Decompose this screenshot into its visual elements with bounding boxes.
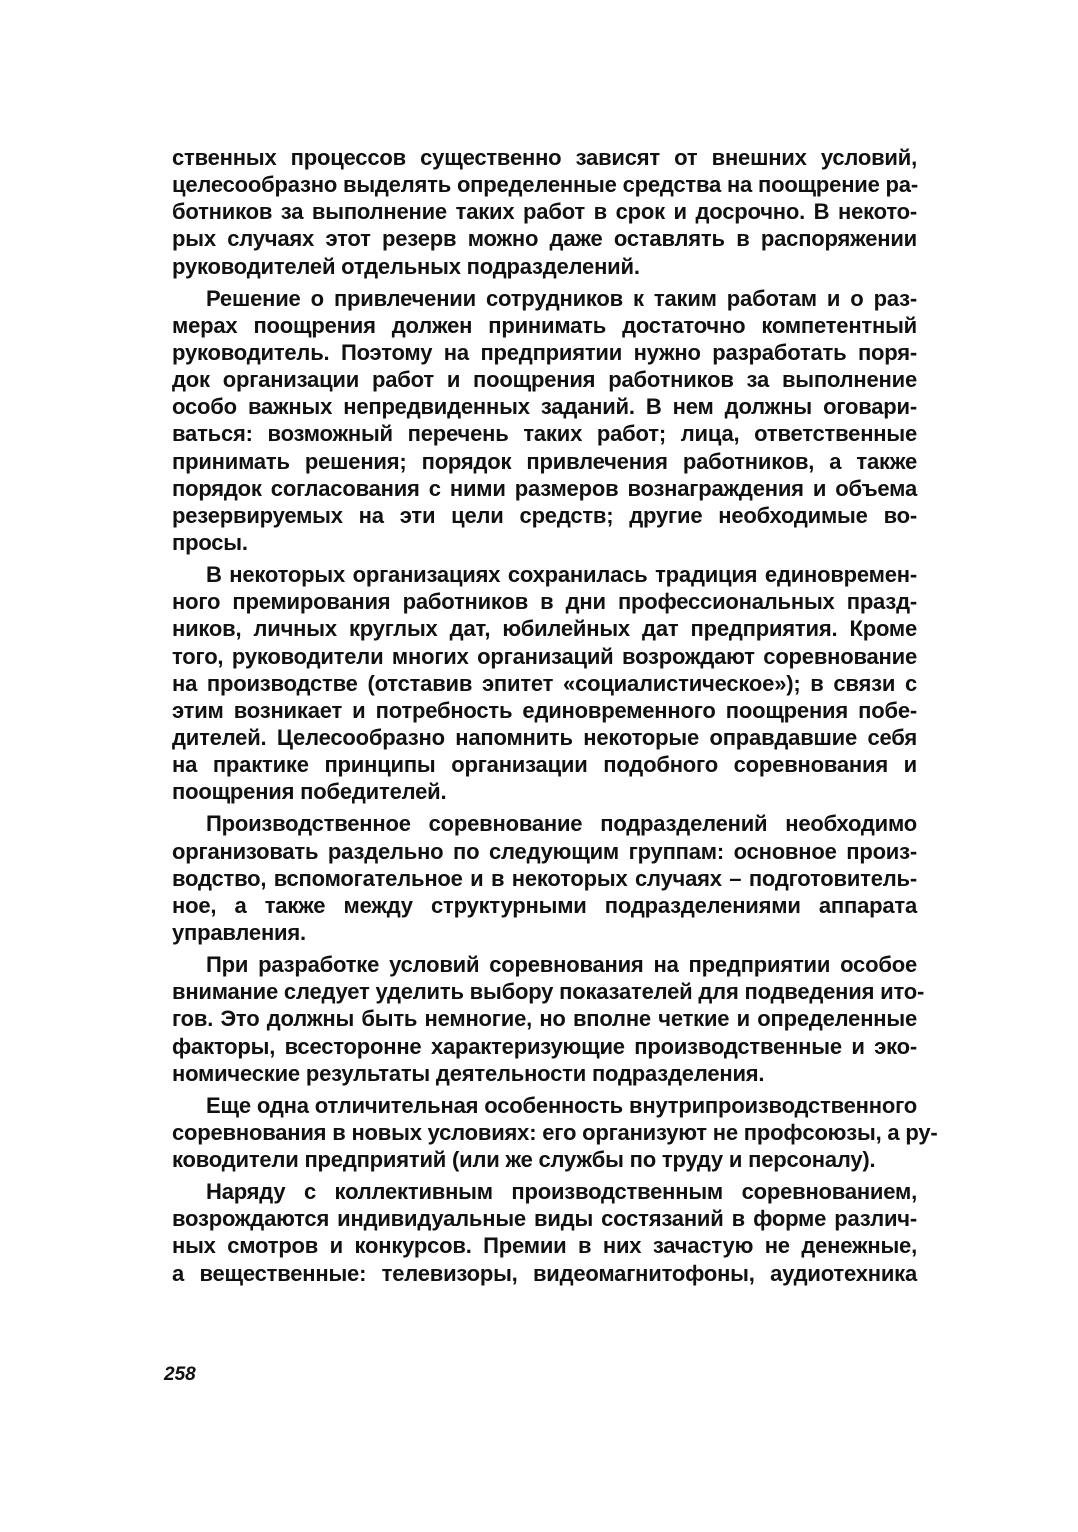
text-line: номические результаты деятельности подразделения.	[172, 1060, 765, 1086]
text-line: ваться: возможный перечень таких работ; лица, ответственные	[172, 421, 917, 447]
paragraph	[172, 285, 917, 556]
text-line: особо важных непредвиденных заданий. В нем должны оговари-	[172, 394, 917, 420]
text-line: мерах поощрения должен принимать достаточно компетентный	[172, 312, 917, 338]
text-line: управления.	[172, 919, 306, 945]
text-line: ного премирования работников в дни профессиональных празд-	[172, 589, 917, 615]
text-line: руководителей отдельных подразделений.	[172, 253, 640, 279]
text-line: ное, а также между структурными подразделениями аппарата	[172, 892, 917, 918]
text-line: руководитель. Поэтому на предприятии нужно разработать поря-	[172, 339, 917, 365]
text-line: внимание следует уделить выбору показателей для подведения ито-	[172, 979, 925, 1005]
paragraph	[172, 144, 917, 280]
text-line: соревнования в новых условиях: его организуют не профсоюзы, а ру-	[172, 1119, 938, 1145]
text-line: принимать решения; порядок привлечения работников, а также	[172, 448, 917, 474]
text-line: ственных процессов существенно зависят от внешних условий,	[172, 145, 917, 170]
text-line: ных смотров и конкурсов. Премии в них зачастую не денежные,	[172, 1233, 917, 1259]
page-number: 258	[164, 1364, 196, 1385]
text-line: док организации работ и поощрения работников за выполнение	[172, 367, 917, 393]
text-line: организовать раздельно по следующим группам: основное произ-	[172, 838, 917, 864]
body-text	[172, 144, 938, 1287]
text-line: этим возникает и потребность единовременного поощрения побе-	[172, 697, 917, 723]
text-line: Решение о привлечении сотрудников к таким работам и о раз-	[206, 285, 917, 311]
text-line: Производственное соревнование подразделений необходимо	[206, 811, 917, 837]
text-line: порядок согласования с ними размеров вознаграждения и объема	[172, 475, 917, 501]
text-line: Еще одна отличительная особенность внутрипроизводственного	[206, 1092, 917, 1118]
text-line: гов. Это должны быть немногие, но вполне четкие и определенные	[172, 1006, 917, 1032]
text-line: возрождаются индивидуальные виды состязаний в форме различ-	[172, 1206, 917, 1232]
text-line: водство, вспомогательное и в некоторых случаях – подготовитель-	[172, 865, 917, 891]
text-line: на производстве (отставив эпитет «социалистическое»); в связи с	[172, 670, 917, 696]
text-line: а вещественные: телевизоры, видеомагнитофоны, аудиотехника	[172, 1260, 917, 1286]
text-line: Наряду с коллективным производственным соревнованием,	[206, 1179, 917, 1205]
paragraph	[172, 561, 917, 805]
text-line: ководители предприятий (или же службы по труду и персоналу).	[172, 1147, 876, 1173]
text-line: При разработке условий соревнования на предприятии особое	[206, 952, 917, 978]
text-line: на практике принципы организации подобного соревнования и	[172, 752, 917, 778]
text-line: дителей. Целесообразно напомнить некоторые оправдавшие себя	[172, 724, 917, 750]
paragraph	[172, 1178, 917, 1287]
paragraph	[172, 810, 917, 946]
paragraph	[172, 1092, 938, 1173]
text-line: просы.	[172, 529, 248, 555]
text-line: резервируемых на эти цели средств; другие необходимые во-	[172, 502, 917, 528]
text-line: факторы, всесторонне характеризующие производственные и эко-	[172, 1033, 917, 1059]
text-line: рых случаях этот резерв можно даже оставлять в распоряжении	[172, 226, 917, 252]
text-line: В некоторых организациях сохранилась традиция единовремен-	[206, 562, 917, 588]
text-line: ников, личных круглых дат, юбилейных дат предприятия. Кроме	[172, 616, 917, 642]
text-line: того, руководители многих организаций возрождают соревнование	[172, 643, 917, 669]
text-line: целесообразно выделять определенные средства на поощрение ра-	[172, 172, 918, 198]
text-line: ботников за выполнение таких работ в срок и досрочно. В некото-	[172, 199, 917, 225]
text-line: поощрения победителей.	[172, 779, 447, 805]
paragraph	[172, 951, 925, 1087]
